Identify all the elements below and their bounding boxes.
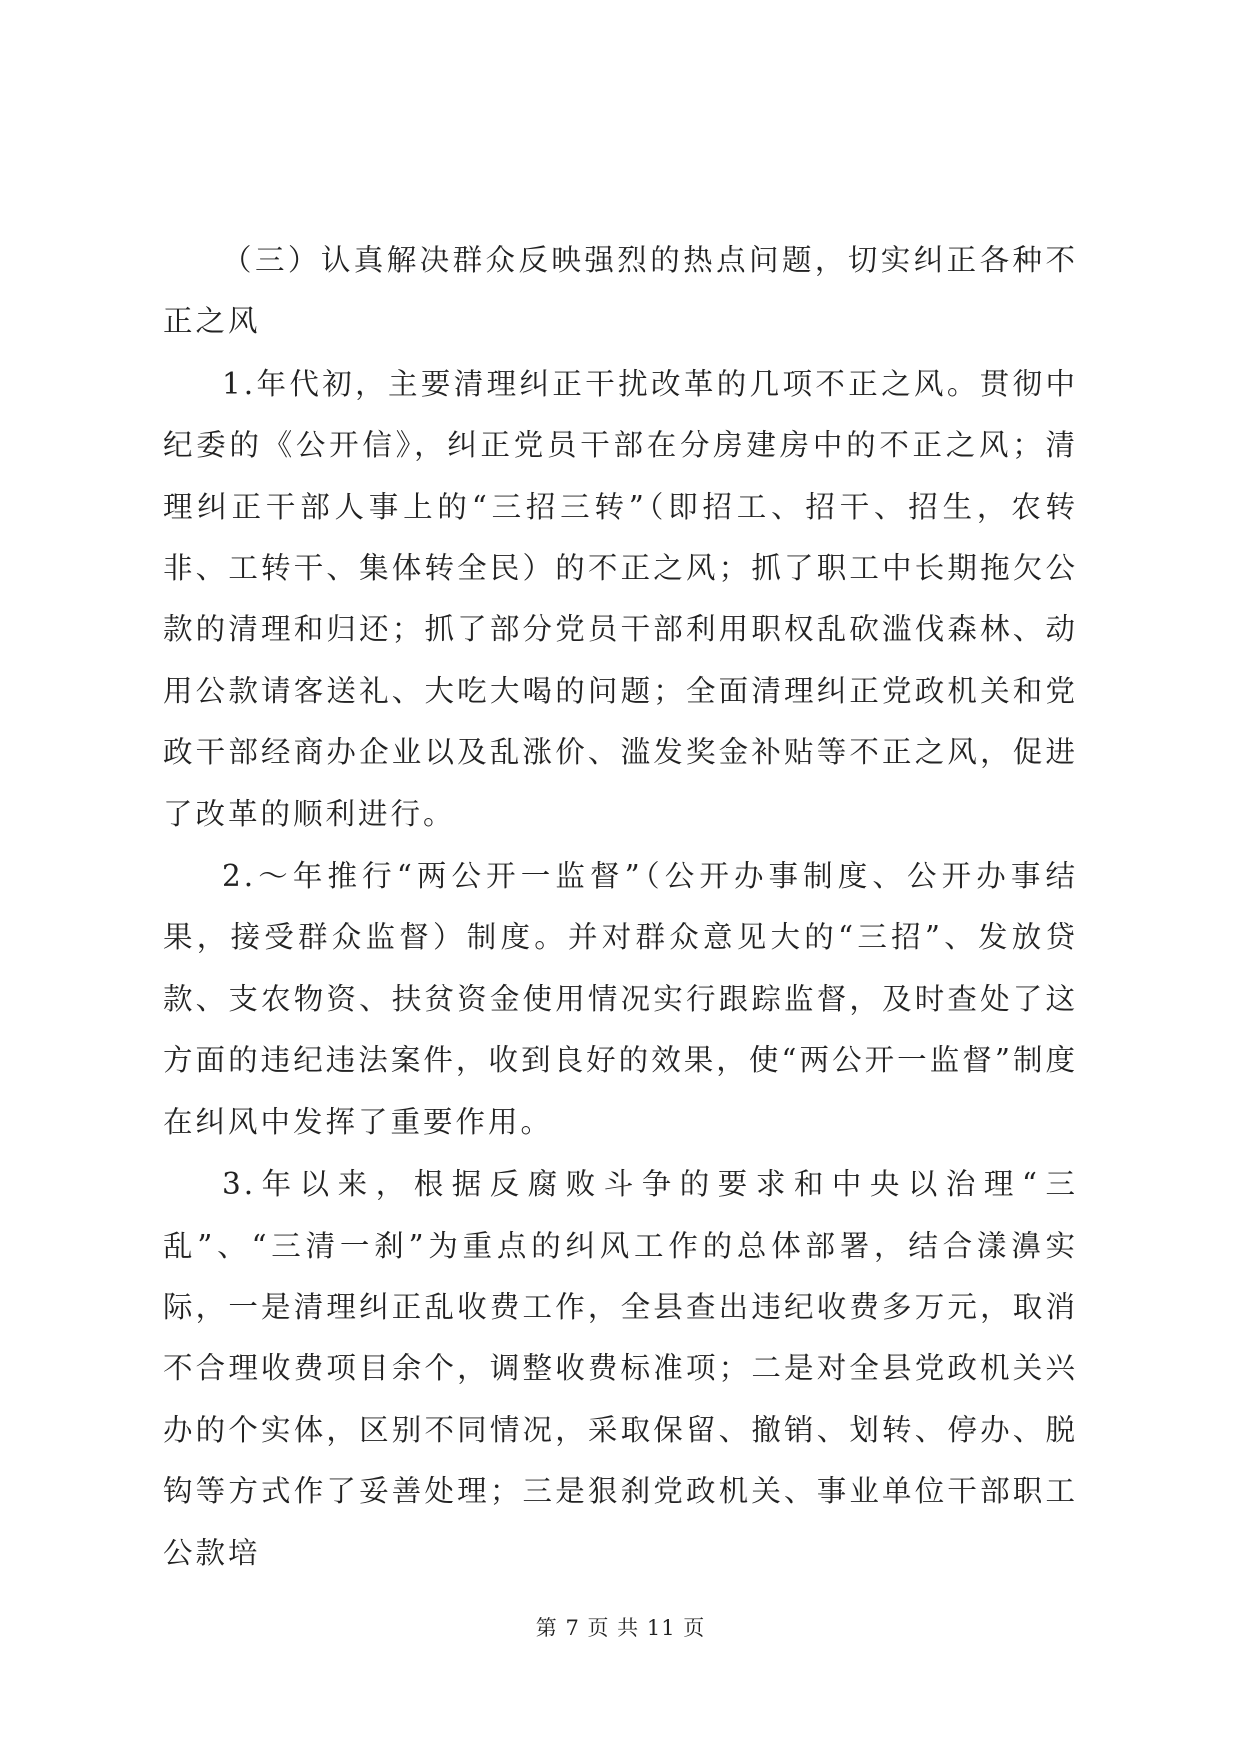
page-number-footer: 第 7 页 共 11 页 bbox=[535, 1616, 706, 1640]
document-body bbox=[163, 230, 1078, 1585]
paragraph-3: 3.年以来，根据反腐败斗争的要求和中央以治理“三乱”、“三清一刹”为重点的纠风工作的总体部署，结合漾濞实际，一是清理纠正乱收费工作，全县查出违纪收费多万元，取消不合理收费项目余个，调整收费标准项；二是对全县党政机关兴办的个实体，区别不同情况，采取保留、撤销、划转、停办、脱钩等方式作了妥善处理；三是狠刹党政机关、事业单位干部职工公款培 bbox=[163, 1167, 1078, 1570]
paragraph-2: 2.～年推行“两公开一监督”（公开办事制度、公开办事结果，接受群众监督）制度。并对群众意见大的“三招”、发放贷款、支农物资、扶贫资金使用情况实行跟踪监督，及时查处了这方面的违纪违法案件，收到良好的效果，使“两公开一监督”制度在纠风中发挥了重要作用。 bbox=[163, 859, 1078, 1139]
section-heading: （三）认真解决群众反映强烈的热点问题，切实纠正各种不正之风 bbox=[163, 243, 1078, 339]
paragraph-1: 1.年代初，主要清理纠正干扰改革的几项不正之风。贯彻中纪委的《公开信》，纠正党员干部在分房建房中的不正之风；清理纠正干部人事上的“三招三转”（即招工、招干、招生，农转非、工转干、集体转全民）的不正之风；抓了职工中长期拖欠公款的清理和归还；抓了部分党员干部利用职权乱砍滥伐森林、动用公款请客送礼、大吃大喝的问题；全面清理纠正党政机关和党政干部经商办企业以及乱涨价、滥发奖金补贴等不正之风，促进了改革的顺利进行。 bbox=[163, 366, 1078, 831]
